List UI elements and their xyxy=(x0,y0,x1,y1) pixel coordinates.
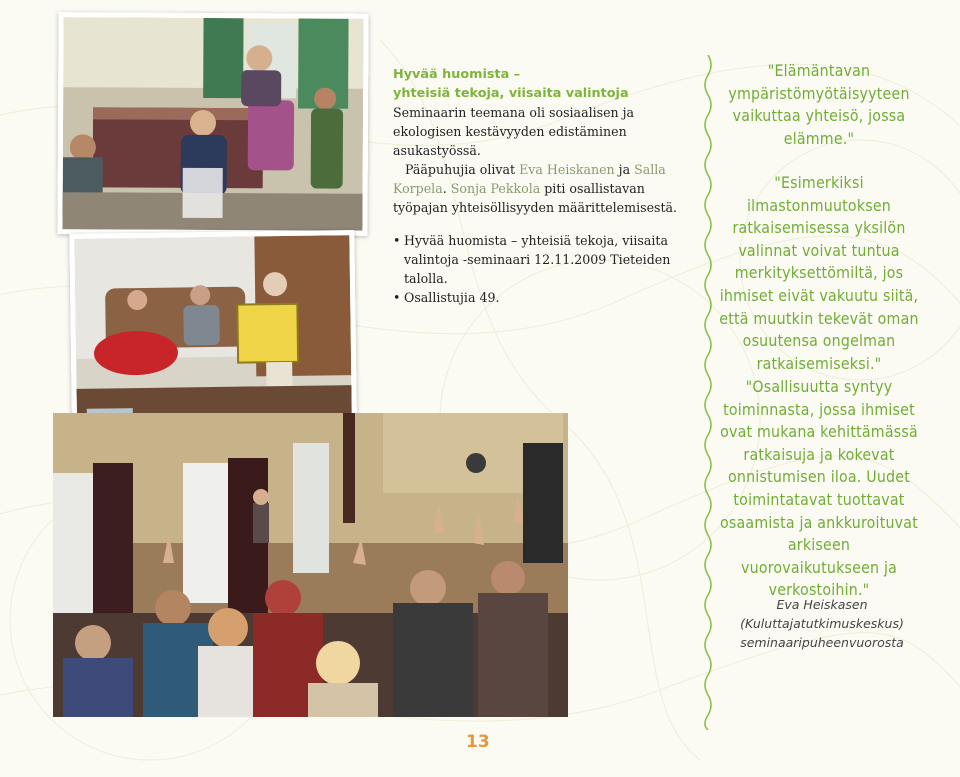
article-speakers xyxy=(393,160,693,217)
fact-item: • Hyvää huomista – yhteisiä tekoja, viisaita valintoja -seminaari 12.11.2009 Tieteiden talolla. xyxy=(393,231,693,288)
speaker-name: Salla Korpela xyxy=(393,162,666,196)
speakers-suffix: piti osallistavan työpajan yhteisöllisyyden määrittelemisestä. xyxy=(393,181,678,215)
speaker-name: Eva Heiskanen xyxy=(519,162,615,177)
speakers-prefix: Pääpuhujia olivat xyxy=(405,162,520,177)
attribution-org: (Kuluttajatutkimuskeskus) xyxy=(740,616,904,631)
page-number: 13 xyxy=(466,732,490,752)
quote-attribution xyxy=(722,595,922,652)
article-title-line2: yhteisiä tekoja, viisaita valintoja xyxy=(393,86,629,101)
quote-1: "Elämäntavan ympäristömyötäisyyteen vaikuttaa yhteisö, jossa elämme." xyxy=(728,61,910,148)
wavy-divider xyxy=(700,55,716,730)
quote-3: "Osallisuutta syntyy toiminnasta, jossa ihmiset ovat mukana kehittämässä ratkaisuja ja kokevat onnistumisen iloa. Uudet toimintatavat tuottavat osaamista ja ankkuroituvat arkiseen vuorovaikutukseen ja verkostoihin." xyxy=(720,377,918,600)
attribution-name: Eva Heiskasen xyxy=(776,597,868,612)
photo-audience-hands xyxy=(53,413,568,717)
article-intro: Seminaarin teemana oli sosiaalisen ja ekologisen kestävyyden edistäminen asukastyössä. xyxy=(393,105,635,158)
facts-list xyxy=(393,231,693,307)
speaker-name: Sonja Pekkola xyxy=(450,181,541,196)
speakers-sep: . xyxy=(442,181,451,196)
attribution-role: seminaaripuheenvuorosta xyxy=(740,635,904,650)
fact-item: • Osallistujia 49. xyxy=(393,288,693,307)
quote-2: "Esimerkiksi ilmastonmuutoksen ratkaisemisessa yksilön valinnat voivat tuntua merkityksettömiltä, jos ihmiset eivät vakuutu siitä, että muutkin tekevät oman osuutensa ongelman ratkaisemiseksi." xyxy=(719,173,919,373)
speakers-and: ja xyxy=(614,162,635,177)
article-column xyxy=(393,65,693,307)
photo-children-crafts xyxy=(57,12,368,236)
article-title-line1: Hyvää huomista – xyxy=(393,67,521,82)
